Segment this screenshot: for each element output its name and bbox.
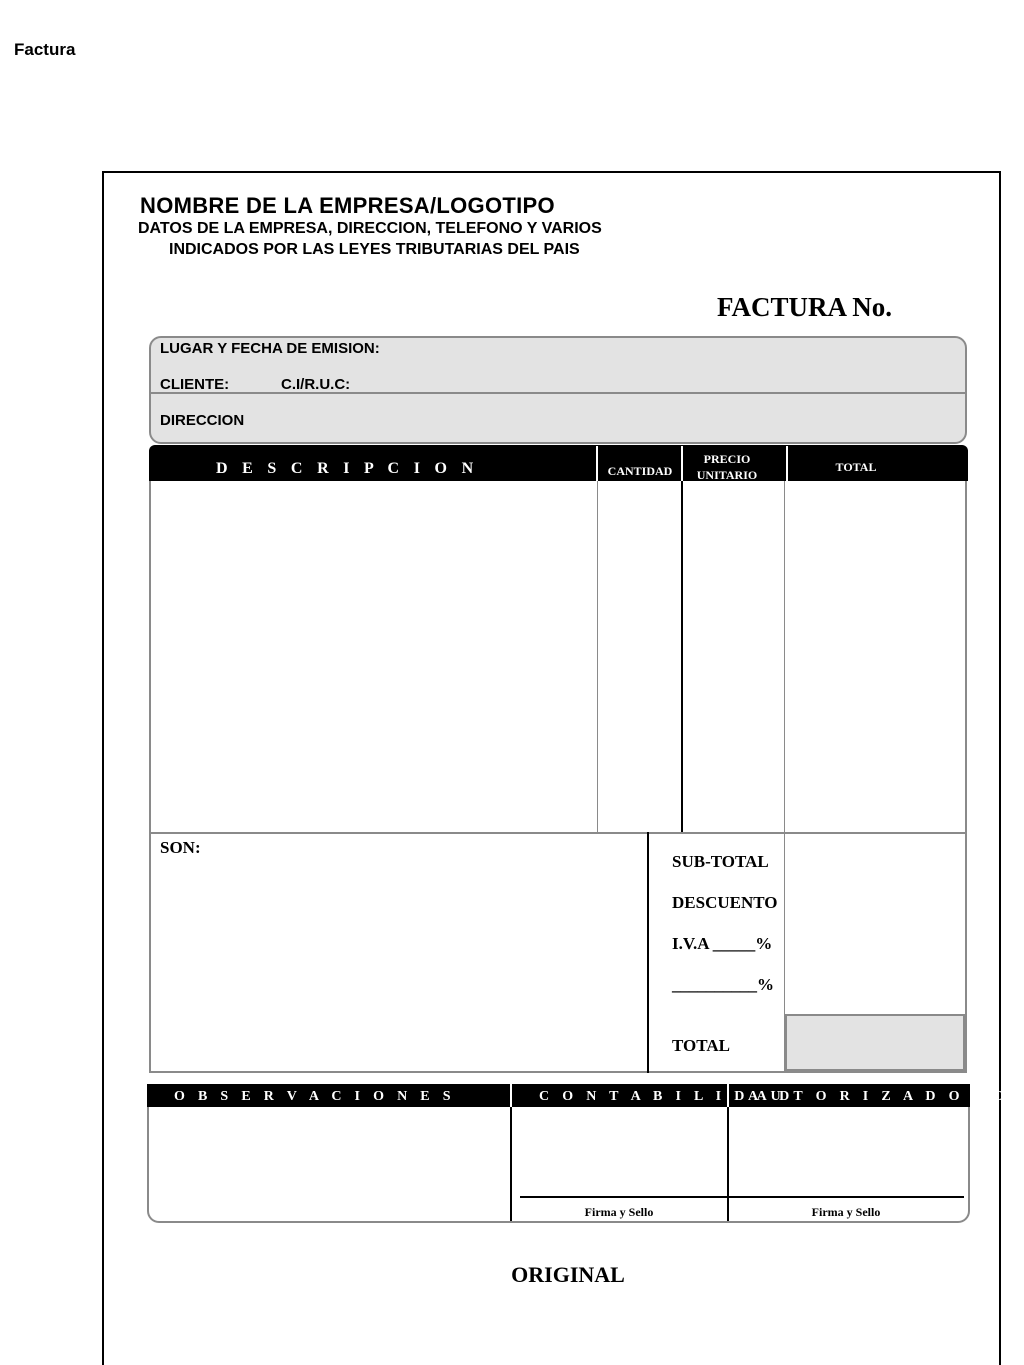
address-label: DIRECCION [160, 412, 245, 429]
amount-in-words-label: SON: [160, 838, 201, 857]
iva-label: I.V.A _____% [672, 934, 773, 953]
ruc-label: C.I/R.U.C: [281, 376, 351, 393]
header-separator [786, 446, 788, 481]
total-label: TOTAL [672, 1036, 730, 1055]
column-header-unit-price: PRECIO UNITARIO [696, 452, 758, 482]
summary-divider [647, 832, 649, 1073]
column-header-total: TOTAL [835, 460, 877, 474]
client-box-divider [151, 392, 965, 394]
authorized-by-header: A U T O R I Z A D O P O R: [748, 1089, 1010, 1120]
total-amount-cell [785, 1014, 965, 1071]
accounting-signature-label: Firma y Sello [584, 1205, 654, 1219]
other-tax-label: __________% [672, 975, 774, 994]
items-end-divider [150, 832, 966, 834]
authorized-signature-label: Firma y Sello [811, 1205, 881, 1219]
signature-line [520, 1196, 964, 1198]
subtotal-label: SUB-TOTAL [672, 852, 769, 871]
invoice-title: FACTURA No. [717, 292, 892, 322]
company-name: NOMBRE DE LA EMPRESA/LOGOTIPO [140, 193, 555, 218]
company-details-line2: INDICADOS POR LAS LEYES TRIBUTARIAS DEL PAIS [169, 241, 580, 258]
footer-divider-accounting [510, 1107, 512, 1221]
column-divider-total [784, 481, 785, 1073]
footer-header-separator [510, 1084, 512, 1107]
discount-label: DESCUENTO [672, 893, 778, 912]
footer-divider-authorized [727, 1107, 729, 1221]
column-divider-quantity [597, 481, 598, 833]
company-details-line1: DATOS DE LA EMPRESA, DIRECCION, TELEFONO Y VARIOS [138, 220, 602, 237]
page-label: Factura [14, 40, 76, 59]
column-header-quantity: CANTIDAD [607, 464, 673, 478]
column-header-description: D E S C R I P C I O N [216, 460, 479, 477]
items-table-body [149, 481, 967, 1073]
client-label: CLIENTE: [160, 376, 230, 393]
accounting-header: C O N T A B I L I D A D [539, 1089, 794, 1104]
column-divider-unit-price [681, 481, 683, 833]
copy-label: ORIGINAL [511, 1262, 625, 1287]
emission-place-date-label: LUGAR Y FECHA DE EMISION: [160, 340, 380, 357]
observations-header: O B S E R V A C I O N E S [174, 1089, 456, 1104]
